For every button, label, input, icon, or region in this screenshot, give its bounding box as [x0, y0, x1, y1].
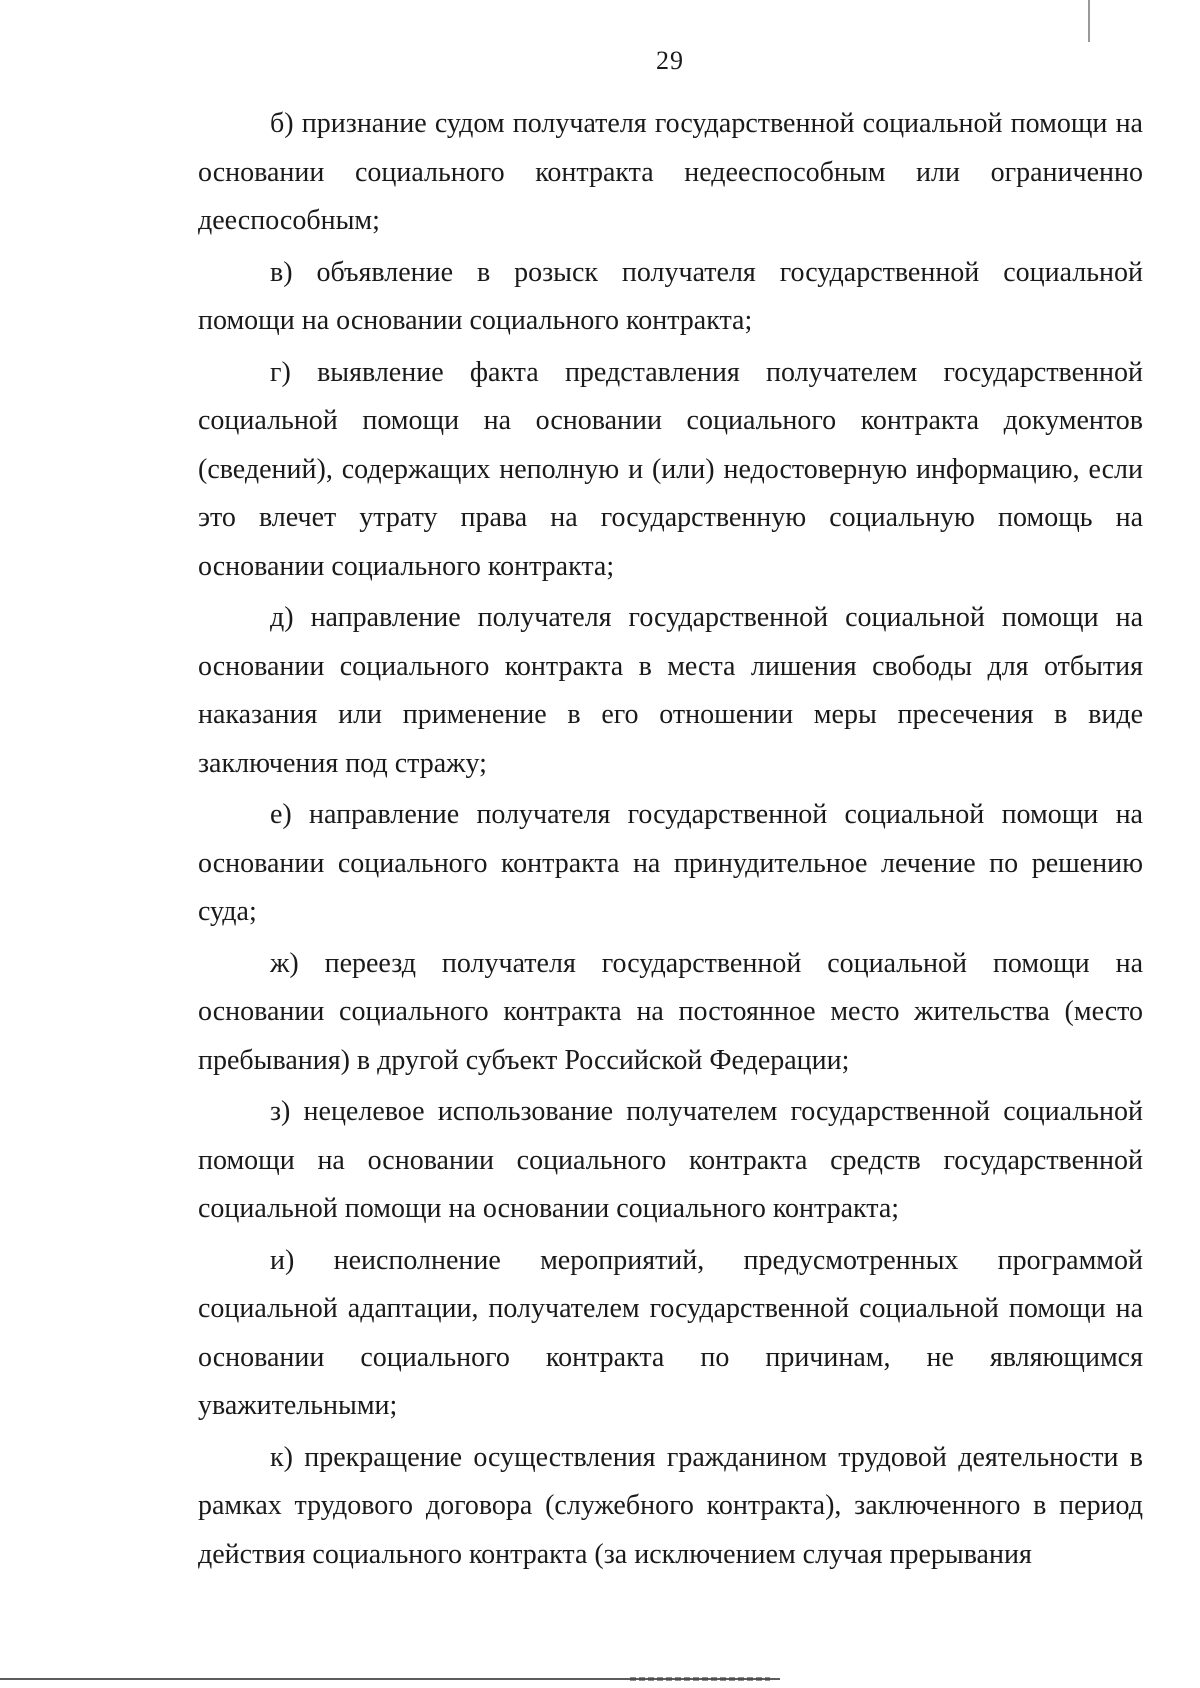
- paragraph-g: г) выявление факта представления получателем государственной социальной помощи на основании социального контракта документов (сведений), содержащих неполную и (или) недостоверную информацию, если это влечет утрату права на государственную социальную помощь на основании социального контракта;: [198, 356, 1143, 582]
- paragraph-v: в) объявление в розыск получателя государственной социальной помощи на основании социального контракта;: [198, 256, 1143, 336]
- paragraph-i: и) неисполнение мероприятий, предусмотренных программой социальной адаптации, получателем государственной социальной помощи на основании социального контракта по причинам, не являющимся уважительными;: [198, 1244, 1143, 1421]
- paragraph-b: б) признание судом получателя государственной социальной помощи на основании социального контракта недееспособным или ограниченно дееспособным;: [198, 108, 1143, 236]
- paragraph-d: д) направление получателя государственной социальной помощи на основании социального контракта в места лишения свободы для отбытия наказания или применение в его отношении меры пресечения в виде заключения под стражу;: [198, 602, 1143, 779]
- page-number: 29: [656, 46, 684, 75]
- paragraph-e: е) направление получателя государственной социальной помощи на основании социального контракта на принудительное лечение по решению суда;: [198, 799, 1143, 927]
- paragraph-zh: ж) переезд получателя государственной социальной помощи на основании социального контракта на постоянное место жительства (место пребывания) в другой субъект Российской Федерации;: [198, 947, 1143, 1076]
- paragraph-k: к) прекращение осуществления гражданином трудовой деятельности в рамках трудового договора (служебного контракта), заключенного в период действия социального контракта (за исключением случая прерывания: [198, 1441, 1143, 1570]
- scan-artifact-line: [1088, 0, 1090, 42]
- scan-artifact-dash: [630, 1677, 770, 1681]
- document-body: [198, 100, 1143, 1582]
- paragraph-z: з) нецелевое использование получателем государственной социальной помощи на основании социального контракта средств государственной социальной помощи на основании социального контракта;: [198, 1096, 1143, 1224]
